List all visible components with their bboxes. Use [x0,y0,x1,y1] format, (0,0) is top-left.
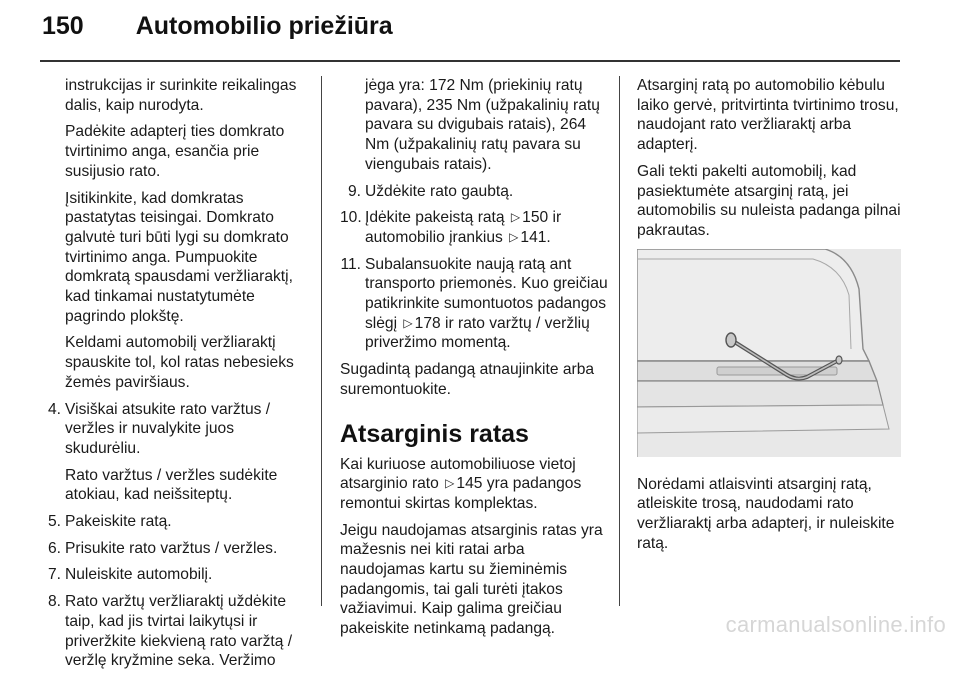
page-reference[interactable]: 145 [456,475,483,493]
watermark: carmanualsonline.info [725,612,946,637]
spare-wheel-illustration [637,249,901,457]
column-divider-2 [619,76,620,606]
paragraph: Rato varžtus / veržles sudėkite atokiau, kad neišsiteptų. [65,466,278,504]
paragraph: Jeigu naudojamas atsarginis ratas yra mažesnis nei kiti ratai arba naudojamas kartu su žieminėmis padangomis, tai gali turėti įtakos važiavimui. Kaip galima greičiau pakeiskite netinkamą padangą. [340,521,603,638]
list-item [340,182,608,202]
item-text: Pakeiskite ratą. [65,513,172,531]
text-run: yra padangos remontui skirtas komplektas. [340,475,582,512]
item-number: 6. [47,539,61,557]
page-reference[interactable]: 141. [520,228,551,246]
item-text [365,255,608,354]
paragraph [340,455,608,514]
reference-arrow-icon: ▷ [403,315,413,330]
paragraph: Norėdami atlaisvinti atsarginį ratą, atleiskite trosą, naudodami rato veržliaraktį arba adapterį, ir nuleiskite ratą. [637,475,895,552]
item-number: 10. [340,209,362,227]
list-item [40,565,306,585]
column-divider-1 [321,76,322,606]
page-title: Automobilio priežiūra [135,12,393,40]
item-text [365,208,608,247]
paragraph: Keldami automobilį veržliaraktį spauskite tol, kol ratas nebesieks žemės paviršiaus. [65,334,294,391]
text-run: Subalansuokite naują ratą ant transporto priemonės. Kuo greičiau patikrinkite sumontuotos padangos slėgį [365,255,608,332]
item-number: 4. [47,400,61,418]
item-number: 7. [47,566,61,584]
page-number: 150 [42,12,84,40]
item-number: 11. [340,255,361,273]
item-text: Uždėkite rato gaubtą. [365,182,514,200]
page-reference[interactable]: 178 [414,314,441,332]
list-item [40,539,306,559]
item-number: 8. [47,593,61,611]
reference-arrow-icon: ▷ [445,476,455,491]
item-text: Nuleiskite automobilį. [65,566,213,584]
page-reference[interactable]: 150 [522,209,549,227]
list-item [340,255,608,354]
column-1 [40,76,306,678]
header-divider [40,60,900,62]
reference-arrow-icon: ▷ [510,210,521,225]
text-run: ir rato varžtų / veržlių priveržimo momentą. [365,314,590,352]
item-text: Rato varžtų veržliaraktį uždėkite taip, kad jis tvirtai laikytųsi ir priveržkite kiekvieną rato varžtą / veržlę kryžmine seka. Veržimo [65,593,293,670]
text-run: ir automobilio įrankius [365,209,562,246]
paragraph: instrukcijas ir surinkite reikalingas dalis, kaip nurodyta. [65,77,297,114]
paragraph: Padėkite adapterį ties domkrato tvirtinimo anga, esančia prie susijusio rato. [65,123,285,180]
column-3 [637,76,905,560]
paragraph: Gali tekti pakelti automobilį, kad pasiektumėte atsarginį ratą, jei automobilis su nuleista padanga pilnai pakrautas. [637,162,901,239]
column-2 [340,76,608,646]
list-item [340,208,608,247]
reference-arrow-icon: ▷ [509,229,519,244]
list-item [40,592,306,671]
text-run: Kai kuriuose automobiliuose vietoj atsarginio rato [340,455,576,493]
paragraph: jėga yra: 172 Nm (priekinių ratų pavara), 235 Nm (užpakalinių ratų pavara su dvigubais ratais), 264 Nm (užpakalinių ratų pavara su viengubais ratais). [365,77,600,173]
page-header [42,12,393,52]
paragraph: Įsitikinkite, kad domkratas pastatytas teisingai. Domkrato galvutė turi būti lygi su domkrato tvirtinimo anga. Pumpuokite domkratą spausdami veržliaraktį, kad tinkamai nustatytumėte pagrindo plokštę. [65,189,293,325]
paragraph: Sugadintą padangą atnaujinkite arba suremontuokite. [340,361,595,398]
text-run: Įdėkite pakeistą ratą [365,209,505,227]
item-number: 5. [47,513,61,531]
paragraph: Atsarginį ratą po automobilio kėbulu laiko gervė, pritvirtinta tvirtinimo trosu, naudojant rato veržliaraktį arba adapterį. [637,77,899,154]
item-text: Visiškai atsukite rato varžtus / veržles ir nuvalykite juos skudurėliu. [65,400,271,457]
item-text: Prisukite rato varžtus / veržles. [65,539,278,557]
section-heading: Atsarginis ratas [340,419,529,448]
item-number: 9. [347,182,361,200]
wrench-under-vehicle-icon [637,249,901,457]
list-item [40,512,306,532]
list-item [40,400,306,459]
